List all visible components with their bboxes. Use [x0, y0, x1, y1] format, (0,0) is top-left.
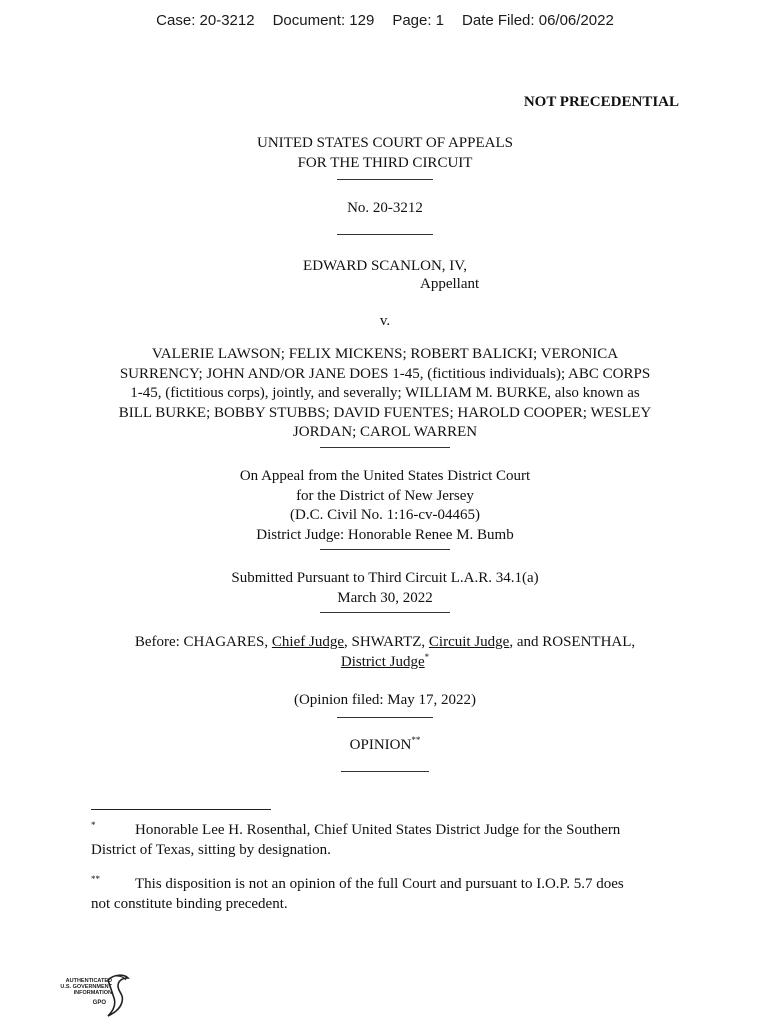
court-line-2: FOR THE THIRD CIRCUIT	[297, 154, 473, 171]
appeal-line: On Appeal from the United States District Court	[239, 468, 531, 484]
appellee-line: 1-45, (fictitious corps), jointly, and severally; WILLIAM M. BURKE, also known as	[130, 385, 640, 401]
footnote-1: * Honorable Lee H. Rosenthal, Chief United States District Judge for the Southern District of Texas, sitting by designation.	[91, 820, 621, 858]
gpo-authentication-seal: AUTHENTICATED U.S. GOVERNMENT INFORMATION GPO	[44, 972, 130, 1018]
document-number: Document: 129	[272, 12, 375, 29]
divider	[320, 612, 450, 613]
district-judge-title: District Judge	[340, 653, 425, 670]
versus: v.	[379, 313, 391, 329]
appellee-line: JORDAN; CAROL WARREN	[292, 424, 478, 440]
divider	[337, 234, 433, 235]
appeal-line: for the District of New Jersey	[296, 487, 474, 504]
appeal-info	[0, 467, 770, 550]
divider	[341, 771, 429, 772]
date-filed: Date Filed: 06/06/2022	[462, 12, 614, 29]
submitted-info	[0, 569, 770, 613]
appellee-line: VALERIE LAWSON; FELIX MICKENS; ROBERT BALICKI; VERONICA	[151, 346, 619, 362]
case-number: Case: 20-3212	[156, 12, 255, 29]
chief-judge-title: Chief Judge	[271, 634, 344, 650]
court-line-1: UNITED STATES COURT OF APPEALS	[257, 135, 513, 151]
panel-judges: Before: CHAGARES, Chief Judge, SHWARTZ, Circuit Judge, and ROSENTHAL, District Judge*	[134, 634, 636, 670]
footnote-separator	[91, 809, 271, 810]
circuit-judge-title: Circuit Judge	[428, 634, 510, 650]
submitted-date: March 30, 2022	[337, 589, 433, 606]
page-number: Page: 1	[392, 12, 445, 29]
docket-number: No. 20-3212	[347, 200, 423, 216]
appellees	[0, 345, 770, 448]
divider	[320, 447, 450, 448]
divider	[320, 549, 450, 550]
footnote-ref: *	[424, 651, 430, 662]
district-judge-line: District Judge: Honorable Renee M. Bumb	[256, 526, 514, 543]
document-header	[0, 12, 770, 29]
divider	[337, 717, 433, 718]
eagle-icon	[106, 972, 130, 1018]
precedential-status: NOT PRECEDENTIAL	[523, 94, 679, 110]
appellee-line: SURRENCY; JOHN AND/OR JANE DOES 1-45, (fictitious individuals); ABC CORPS	[119, 365, 651, 382]
opinion-heading: OPINION**	[0, 736, 770, 772]
appellant-name: EDWARD SCANLON, IV,	[303, 258, 467, 274]
docket-block	[0, 199, 770, 235]
appellee-line: BILL BURKE; BOBBY STUBBS; DAVID FUENTES; HAROLD COOPER; WESLEY	[118, 404, 652, 421]
divider	[337, 179, 433, 180]
appeal-line: (D.C. Civil No. 1:16-cv-04465)	[290, 507, 480, 523]
court-name	[0, 134, 770, 180]
submitted-line: Submitted Pursuant to Third Circuit L.A.R. 34.1(a)	[231, 570, 539, 586]
footnote-2: ** This disposition is not an opinion of the full Court and pursuant to I.O.P. 5.7 does not constitute binding precedent.	[91, 874, 624, 912]
footnote-ref: **	[411, 735, 421, 745]
appellant-role: Appellant	[420, 276, 480, 292]
opinion-filed: (Opinion filed: May 17, 2022)	[0, 691, 770, 718]
